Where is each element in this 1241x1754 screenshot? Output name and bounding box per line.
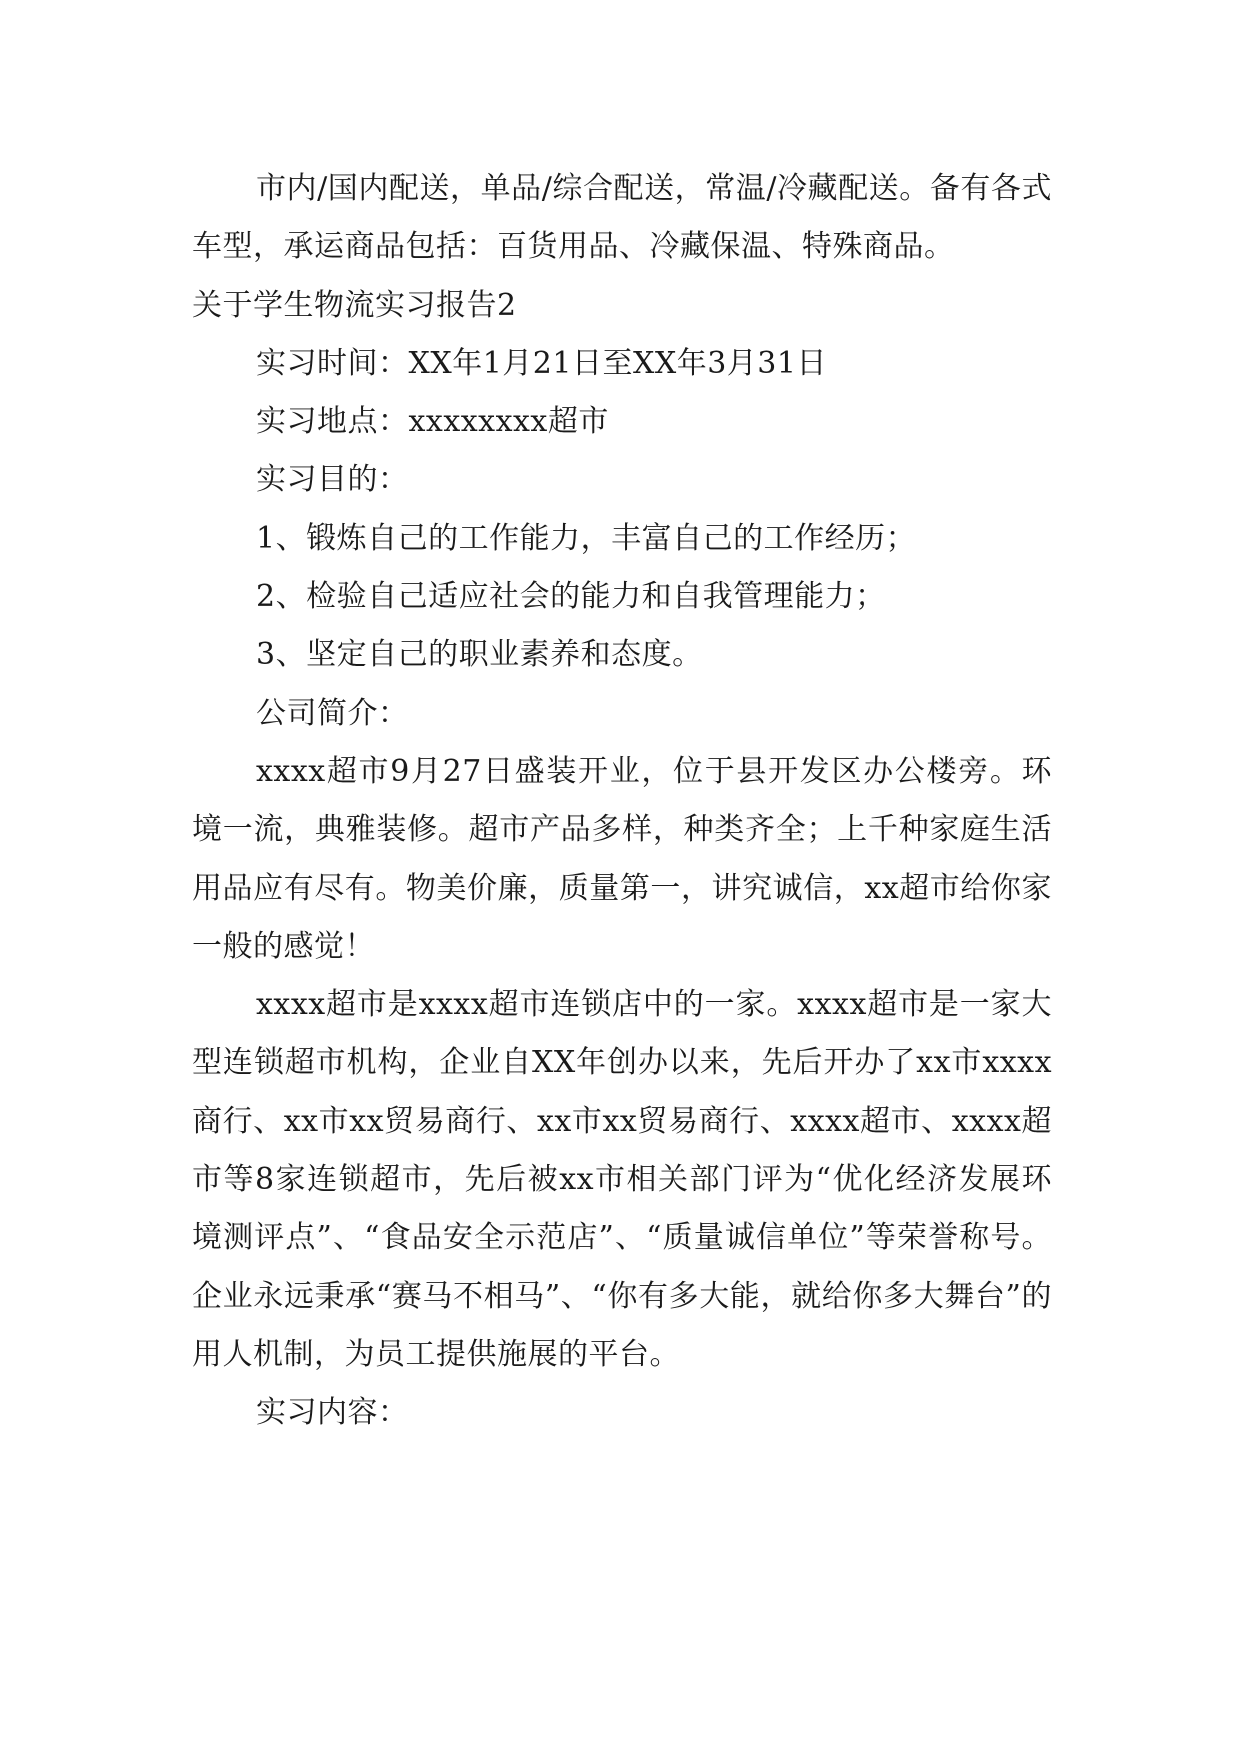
document-body	[192, 160, 1052, 1443]
purpose-item-3: 3、坚定自己的职业素养和态度。	[256, 637, 703, 673]
paragraph-delivery-services: 市内/国内配送，单品/综合配送，常温/冷藏配送。备有各式车型，承运商品包括：百货用品、冷藏保温、特殊商品。	[192, 171, 1052, 265]
company-intro-paragraph-1: xxxx超市9月27日盛装开业，位于县开发区办公楼旁。环境一流，典雅装修。超市产品多样，种类齐全；上千种家庭生活用品应有尽有。物美价廉，质量第一，讲究诚信，xx超市给你家一般的感觉！	[192, 753, 1052, 964]
company-intro-label: 公司简介：	[256, 695, 409, 731]
internship-location: 实习地点：xxxxxxxx超市	[256, 404, 609, 440]
company-intro-paragraph-2: xxxx超市是xxxx超市连锁店中的一家。xxxx超市是一家大型连锁超市机构，企业自XX年创办以来，先后开办了xx市xxxx商行、xx市xx贸易商行、xx市xx贸易商行、xxxx超市、xxxx超市等8家连锁超市，先后被xx市相关部门评为“优化经济发展环境测评点”、“食品安全示范店”、“质量诚信单位”等荣誉称号。企业永远秉承“赛马不相马”、“你有多大能，就给你多大舞台”的用人机制，为员工提供施展的平台。	[192, 987, 1052, 1372]
internship-time: 实习时间：XX年1月21日至XX年3月31日	[256, 345, 827, 381]
internship-content-label: 实习内容：	[256, 1395, 409, 1431]
purpose-item-2: 2、检验自己适应社会的能力和自我管理能力；	[256, 579, 886, 615]
section-heading-report-2: 关于学生物流实习报告2	[192, 287, 517, 323]
internship-purpose-label: 实习目的：	[256, 462, 409, 498]
purpose-item-1: 1、锻炼自己的工作能力，丰富自己的工作经历；	[256, 520, 917, 556]
